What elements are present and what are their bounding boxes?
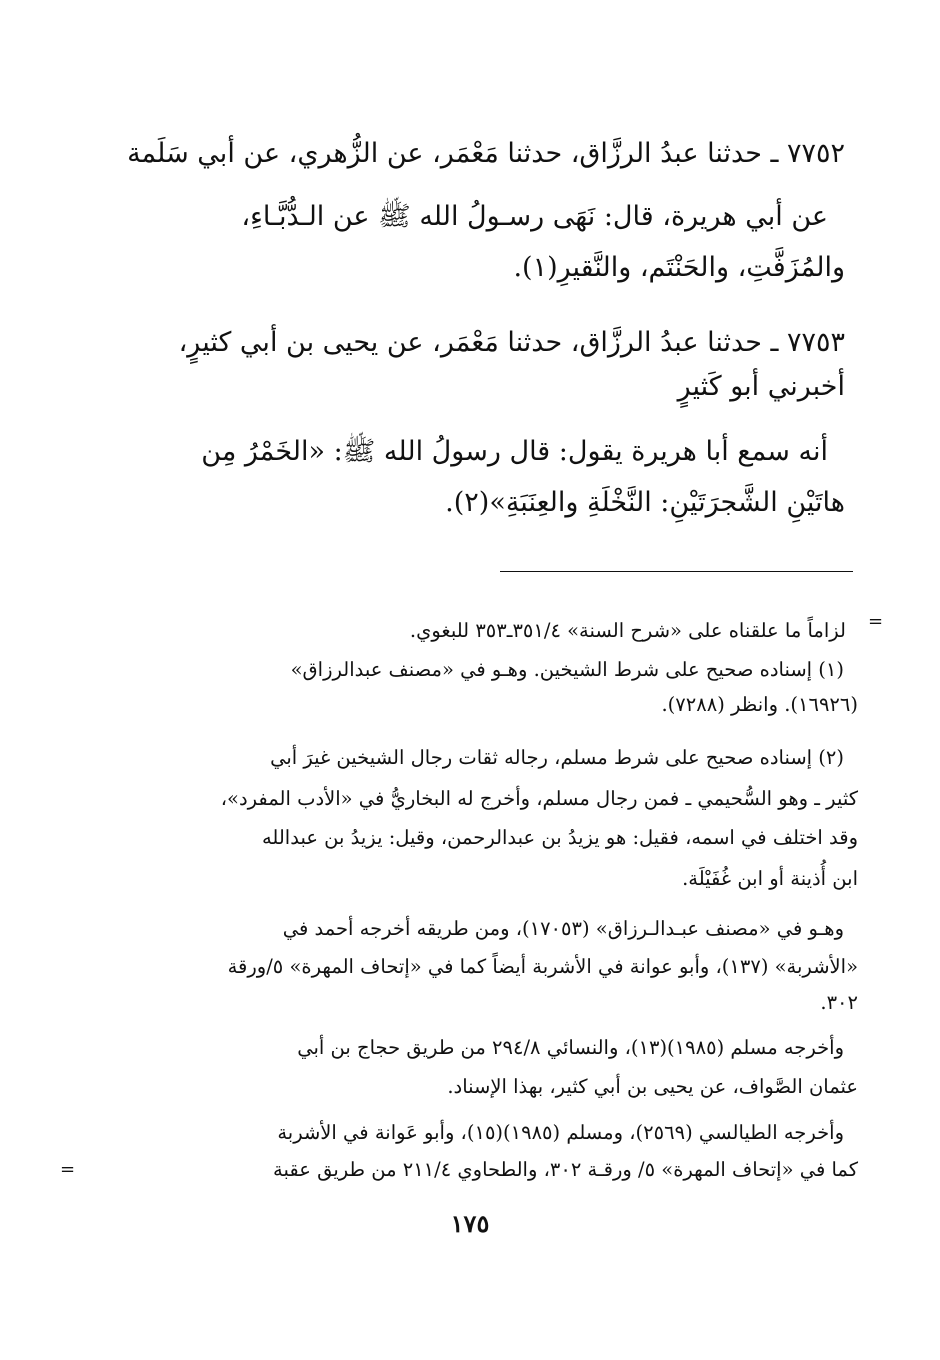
footnote-2-line-6: «الأشربة» (١٣٧)، وأبو عوانة في الأشربة أيضاً كما في «إتحاف المهرة» ٥/ورقة xyxy=(227,955,858,978)
hadith-7753-line-2: أخبرني أبو كَثيرٍ xyxy=(677,371,845,402)
footnote-2-line-11: كما في «إتحاف المهرة» ٥/ ورقـة ٣٠٢، والطحاوي ٢١١/٤ من طريق عقبة xyxy=(273,1158,858,1181)
footnote-2-line-3: وقد اختلف في اسمه، فقيل: هو يزيدُ بن عبدالرحمن، وقيل: يزيدُ بن عبدالله xyxy=(261,826,858,849)
footnote-2-line-8: وأخرجه مسلم (١٩٨٥)(١٣)، والنسائي ٢٩٤/٨ من طريق حجاج بن أبي xyxy=(297,1036,844,1059)
footnote-2-line-1: (٢) إسناده صحيح على شرط مسلم، رجاله ثقات رجال الشيخين غيرَ أبي xyxy=(270,746,844,769)
hadith-7752-line-3: والمُزَفَّتِ، والحَنْتَم، والنَّقيرِ(١). xyxy=(513,252,845,283)
hadith-7753-line-1: ٧٧٥٣ ـ حدثنا عبدُ الرزَّاق، حدثنا مَعْمَر، عن يحيى بن أبي كثيرٍ، xyxy=(178,327,845,358)
footnote-2-line-4: ابن أُذينة أو ابن غُفَيْلَة. xyxy=(682,867,858,890)
footnote-separator xyxy=(500,571,853,572)
footnote-2-line-7: ٣٠٢. xyxy=(820,991,858,1014)
footnote-2-line-10: وأخرجه الطيالسي (٢٥٦٩)، ومسلم (١٩٨٥)(١٥)، وأبو عَوانة في الأشربة xyxy=(277,1121,844,1144)
hadith-7753-line-3: أنه سمع أبا هريرة يقول: قال رسولُ الله ﷺ: «الخَمْرُ مِن xyxy=(201,436,828,467)
footnote-continuation: لزاماً ما علقناه على «شرح السنة» ٣٥١/٤ـ٣٥٣ للبغوي. xyxy=(409,619,846,642)
hadith-7753-line-4: هاتَيْنِ الشَّجرَتَيْنِ: النَّخْلَةِ والعِنَبَةِ»(٢). xyxy=(445,487,845,518)
footnote-2-line-5: وهـو في «مصنف عبـدالـرزاق» (١٧٠٥٣)، ومن طريقه أخرجه أحمد في xyxy=(282,917,844,940)
page-number: ١٧٥ xyxy=(450,1209,490,1238)
footnote-2-line-9: عثمان الصَّواف، عن يحيى بن أبي كثير، بهذا الإسناد. xyxy=(447,1075,858,1098)
continuation-mark-end: = xyxy=(60,1159,76,1180)
hadith-7752-line-2: عن أبي هريرة، قال: نَهَى رسـولُ الله ﷺ عن الـدُّبَّـاءِ، xyxy=(241,201,828,232)
hadith-7752-line-1: ٧٧٥٢ ـ حدثنا عبدُ الرزَّاق، حدثنا مَعْمَر، عن الزُّهري، عن أبي سَلَمة xyxy=(127,138,845,169)
footnote-1-line-2: (١٦٩٢٦). وانظر (٧٢٨٨). xyxy=(661,693,858,716)
continuation-mark-start: = xyxy=(868,611,884,632)
footnote-2-line-2: كثير ـ وهو السُّحيمي ـ فمن رجال مسلم، وأخرج له البخاريُّ في «الأدب المفرد»، xyxy=(220,787,858,810)
footnote-1-line-1: (١) إسناده صحيح على شرط الشيخين. وهـو في «مصنف عبدالرزاق» xyxy=(290,658,844,681)
